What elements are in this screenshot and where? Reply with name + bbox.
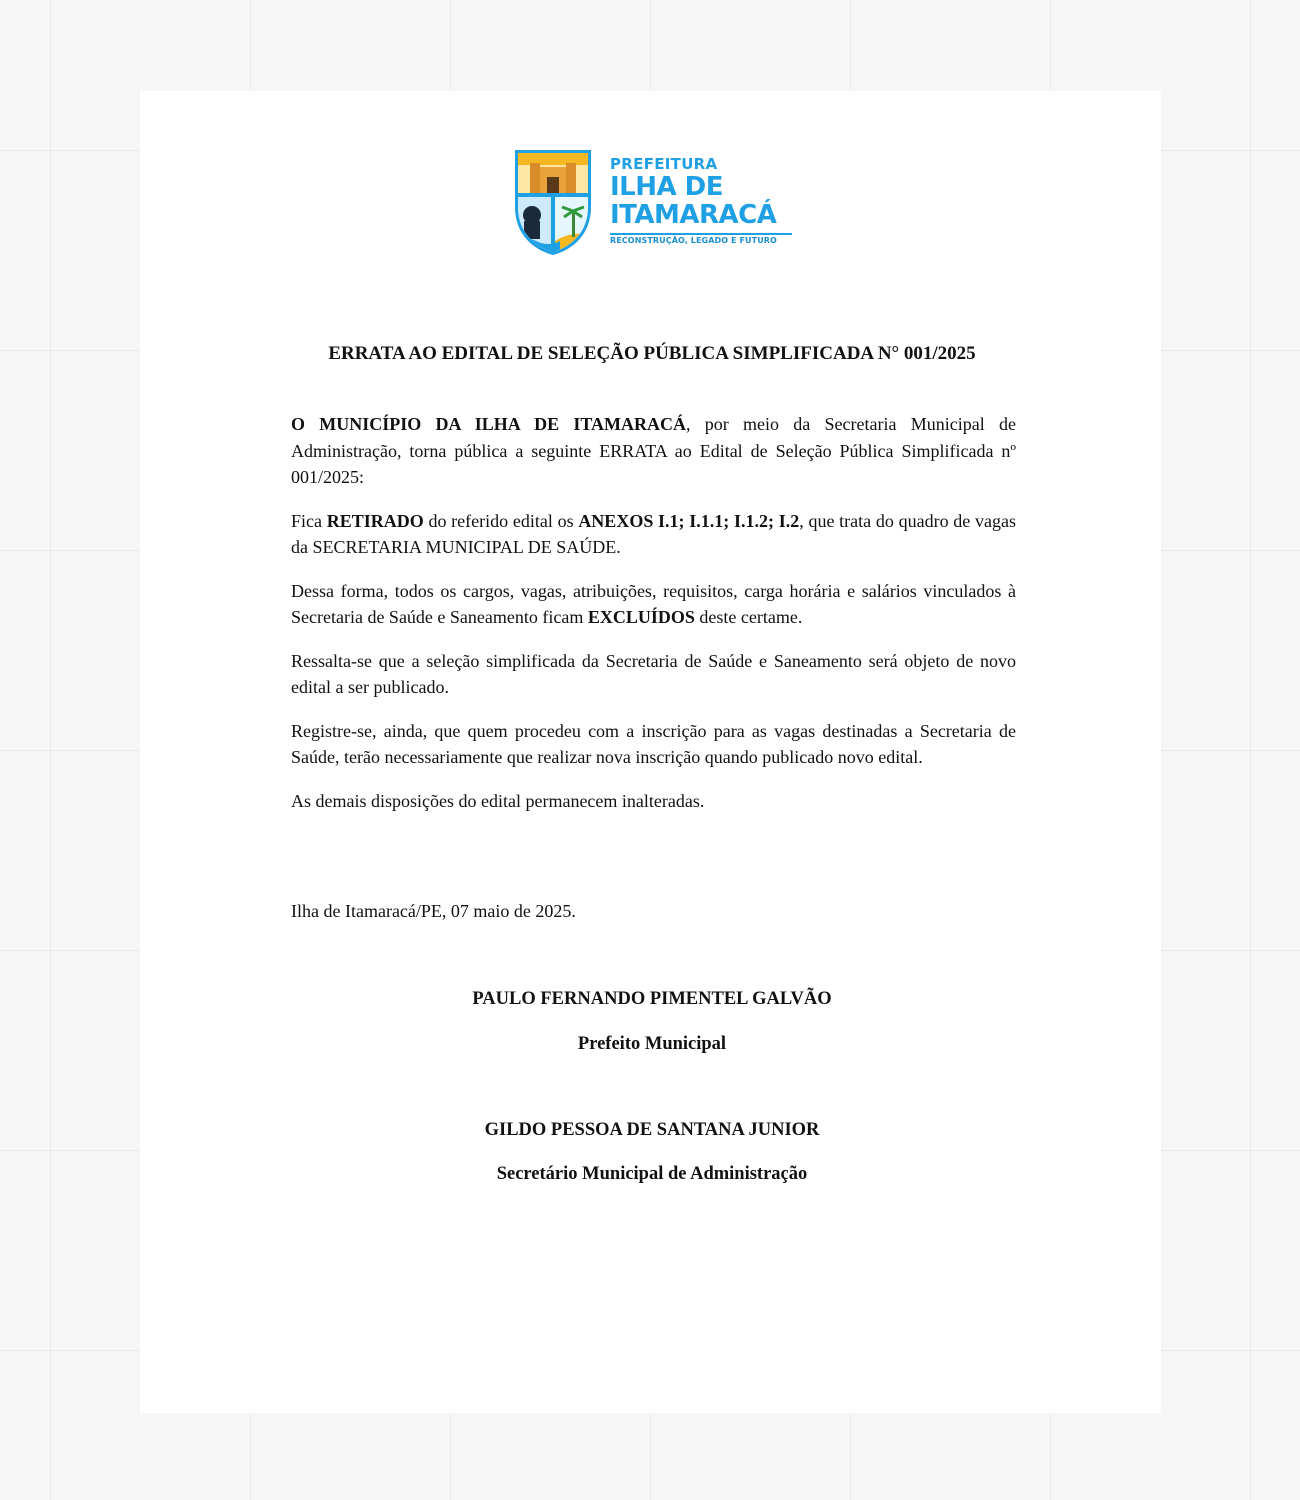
logo-rule	[610, 233, 792, 235]
paragraph-1	[291, 411, 1016, 491]
p3-text-1: Dessa forma, todos os cargos, vagas, atribuições, requisitos, carga horária e salários vinculados à Secretaria de Saúde e Saneamento ficam	[291, 580, 1016, 627]
paragraph-6: As demais disposições do edital permanecem inalteradas.	[291, 790, 705, 811]
paragraph-4: Ressalta-se que a seleção simplificada da Secretaria de Saúde e Saneamento será objeto de novo edital a ser publicado.	[291, 650, 1016, 697]
document-page	[140, 91, 1161, 1413]
p2-bold-2: ANEXOS I.1; I.1.1; I.1.2; I.2	[578, 510, 800, 531]
shield-emblem-icon	[512, 149, 594, 255]
place-date: Ilha de Itamaracá/PE, 07 maio de 2025.	[291, 901, 576, 921]
document-body	[291, 411, 1016, 831]
signature-name-2: GILDO PESSOA DE SANTANA JUNIOR	[484, 1120, 820, 1140]
document-title: ERRATA AO EDITAL DE SELEÇÃO PÚBLICA SIMPLIFICADA N° 001/2025	[328, 343, 976, 364]
logo-line1: PREFEITURA	[610, 155, 718, 173]
p2-text-2: do referido edital os	[423, 510, 579, 531]
p2-text-3: , que trata do quadro de vagas da SECRETARIA MUNICIPAL DE SAÚDE.	[291, 510, 1016, 557]
p3-bold-1: EXCLUÍDOS	[587, 607, 695, 627]
signature-role-1: Prefeito Municipal	[577, 1034, 727, 1054]
p3-text-2: deste certame.	[694, 607, 803, 627]
logo-slogan: RECONSTRUÇÃO, LEGADO E FUTURO	[610, 236, 777, 245]
paragraph-5: Registre-se, ainda, que quem procedeu com a inscrição para as vagas destinadas a Secretaria de Saúde, terão necessariamente que realizar nova inscrição quando publicado novo edital.	[291, 720, 1016, 767]
prefeitura-logo	[512, 149, 797, 255]
logo-line2: ILHA DE	[610, 172, 724, 202]
paragraph-3	[291, 578, 1016, 631]
logo-wordmark	[610, 157, 792, 245]
paragraph-2	[291, 508, 1016, 561]
p2-text-1: Fica	[291, 510, 327, 531]
logo-line3: ITAMARACÁ	[610, 200, 777, 230]
p1-bold-lead: O MUNICÍPIO DA ILHA DE ITAMARACÁ	[291, 414, 687, 434]
signature-name-1: PAULO FERNANDO PIMENTEL GALVÃO	[472, 989, 832, 1009]
p1-text: , por meio da Secretaria Municipal de Administração, torna pública a seguinte ERRATA ao Edital de Seleção Pública Simplificada nº 001/2025:	[291, 414, 1016, 487]
signature-role-2: Secretário Municipal de Administração	[496, 1164, 808, 1184]
p2-bold-1: RETIRADO	[326, 510, 424, 531]
